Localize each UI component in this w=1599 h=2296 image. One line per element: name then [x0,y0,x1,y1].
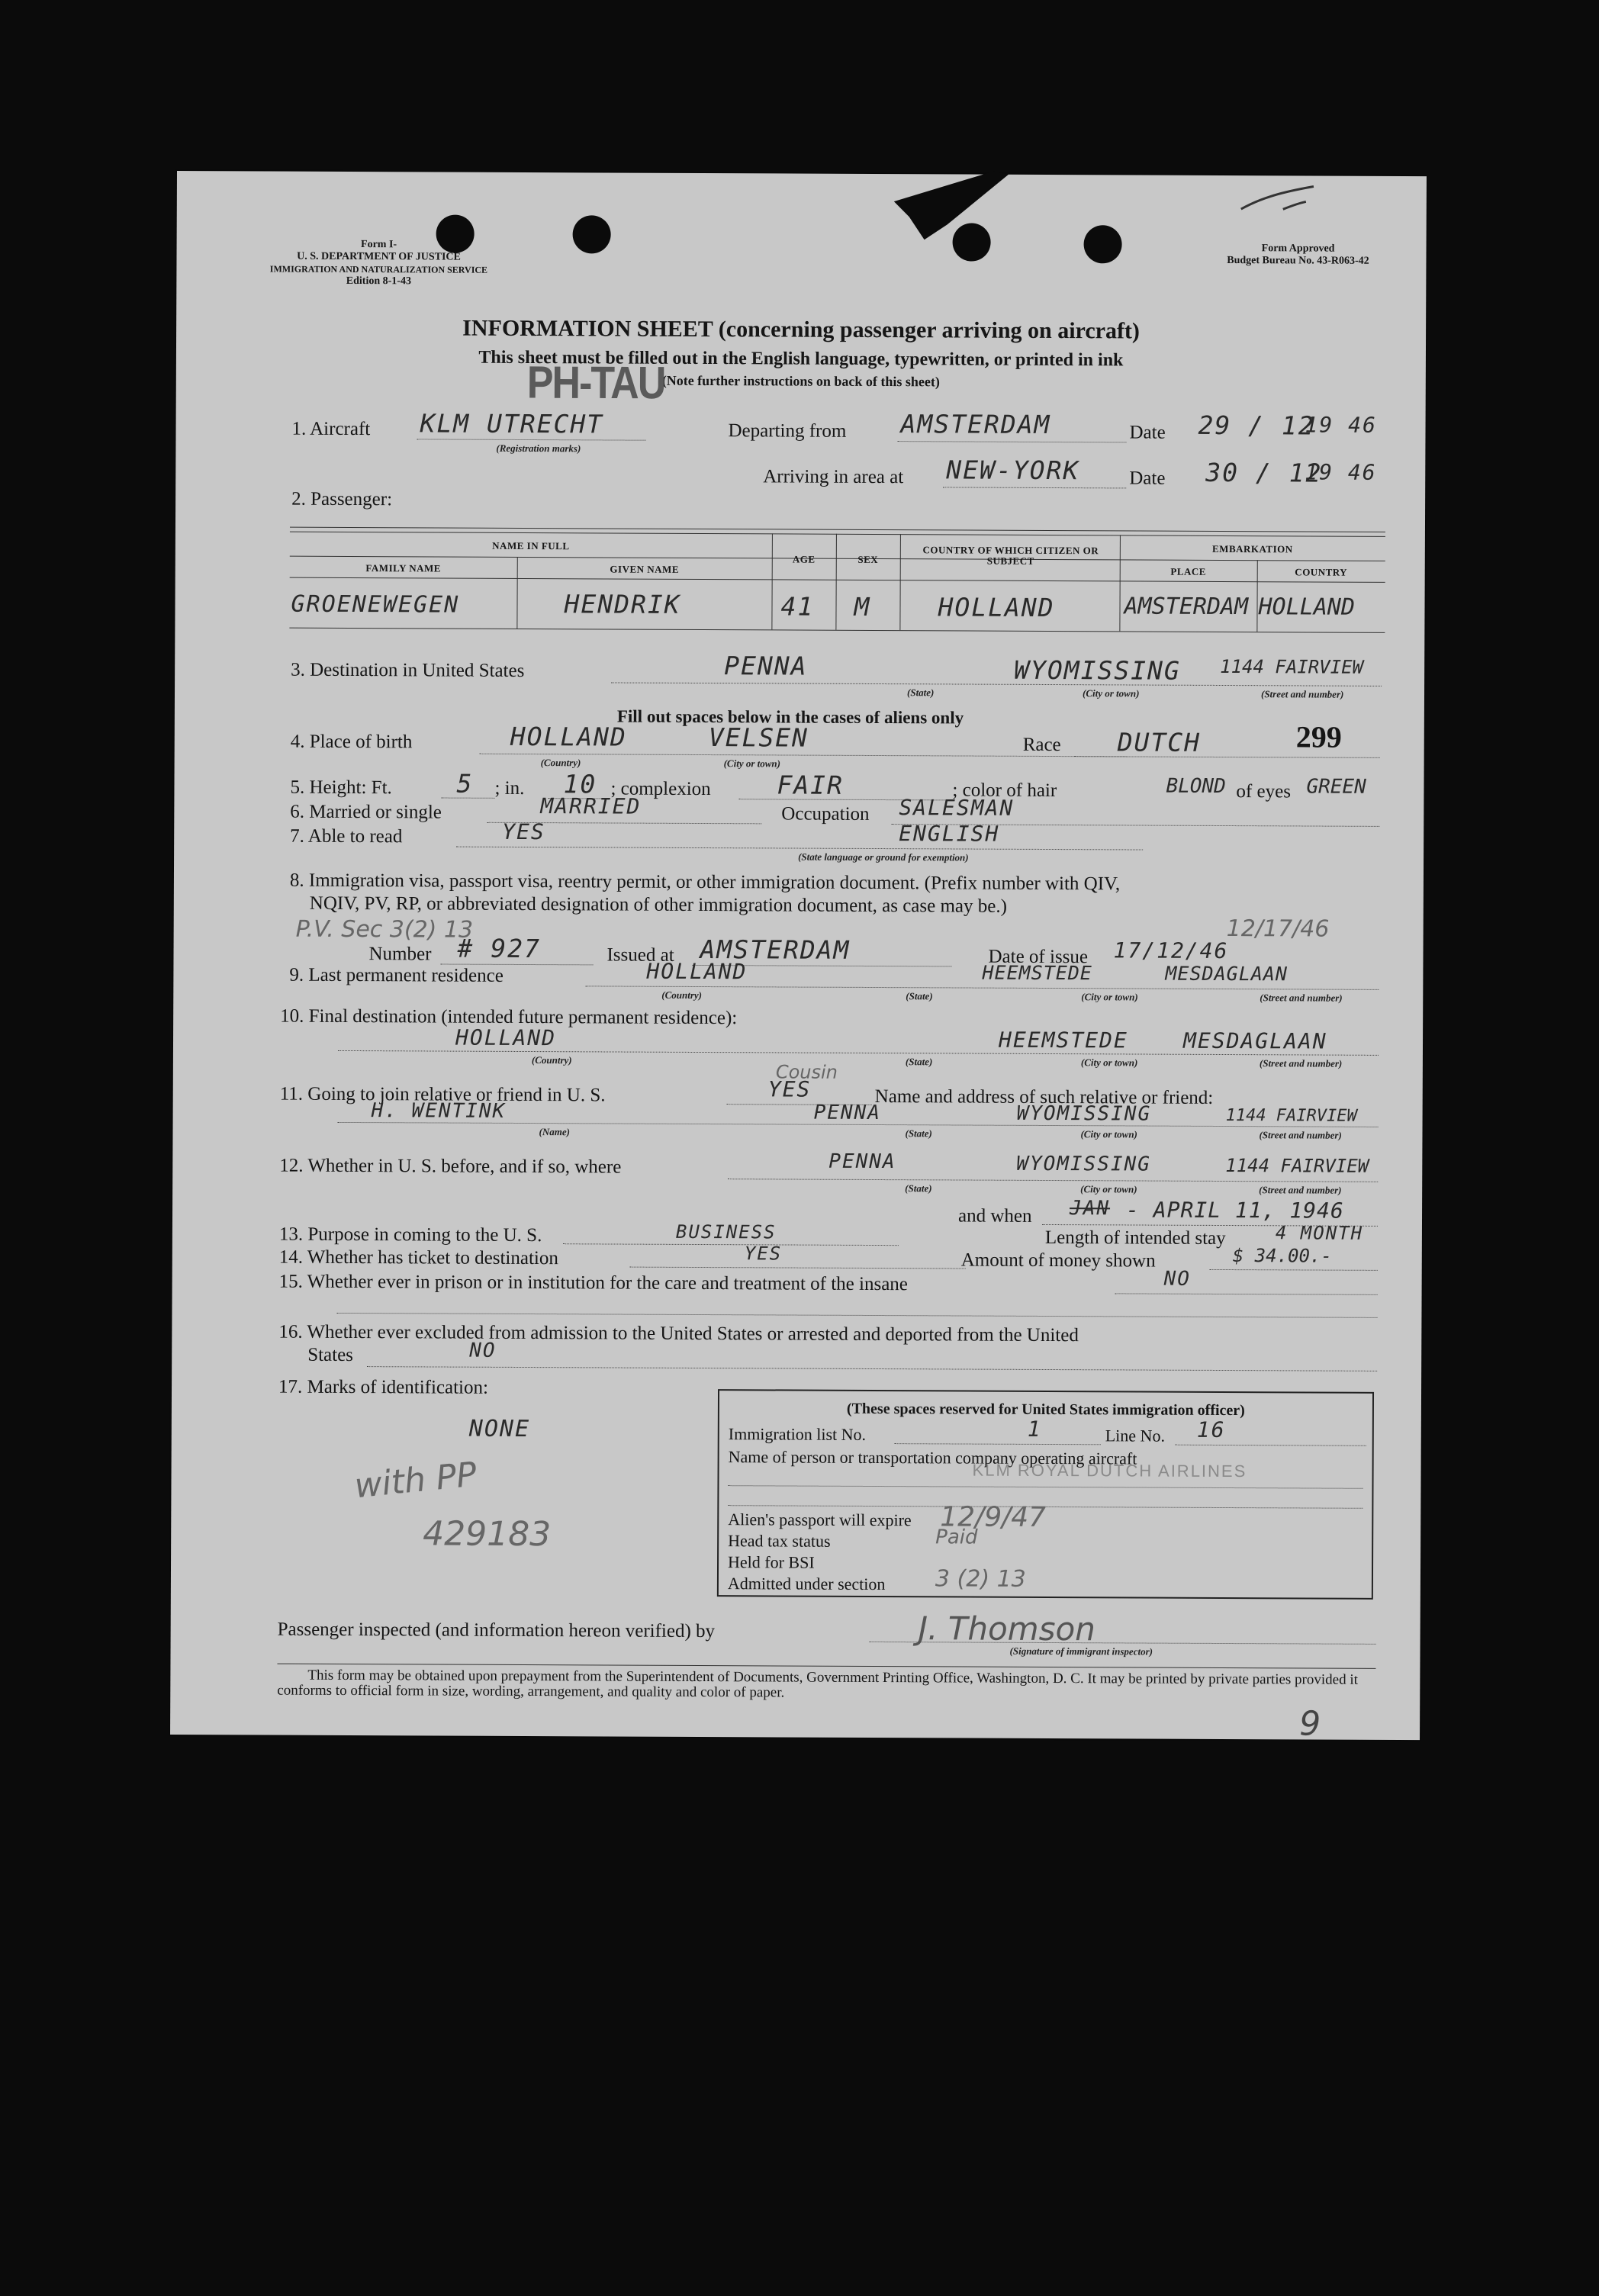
caption-street: (Street and number) [1259,1129,1342,1141]
residence-label: 9. Last permanent residence [289,964,504,986]
excluded-label-line1: 16. Whether ever excluded from admission to the United States or arrested and deported from the United [278,1321,1079,1346]
race-label: Race [1022,734,1061,756]
height-in-label: ; in. [494,777,525,799]
caption-country: (Country) [661,989,703,1002]
cell-family-name: GROENEWEGEN [291,590,460,619]
stay-value: 4 MONTH [1275,1222,1364,1244]
caption-street: (Street and number) [1259,1057,1343,1069]
caption-city: (City or town) [1080,1056,1138,1069]
when-value: - APRIL 11, 1946 [1125,1197,1344,1224]
caption-city: (City or town) [1080,1183,1137,1195]
depart-year: 19 46 [1305,412,1377,438]
destination-label: 3. Destination in United States [291,659,525,681]
eyes-value: GREEN [1306,775,1366,799]
aircraft-value: KLM UTRECHT [420,408,604,439]
service-name: IMMIGRATION AND NATURALIZATION SERVICE [269,263,488,275]
arrive-year: 19 46 [1305,459,1377,485]
caption-street: (Street and number) [1260,992,1343,1004]
punch-hole [573,215,611,253]
caption-state: (State) [905,1127,932,1140]
prison-label: 15. Whether ever in prison or in institution for the care and treatment of the insane [278,1271,908,1295]
aircraft-label: 1. Aircraft [291,418,371,440]
caption-city: (City or town) [1082,687,1140,699]
ticket-label: 14. Whether has ticket to destination [278,1246,558,1269]
arriving-value: NEW-YORK [946,455,1080,486]
signature-caption: (Signature of immigrant inspector) [1009,1645,1153,1658]
inspected-label: Passenger inspected (and information hereon verified) by [277,1619,716,1642]
hair-label: ; color of hair [952,780,1057,802]
join-name: H. WENTINK [371,1099,507,1123]
marks-pencil-1: with PP [352,1455,479,1507]
stay-label: Length of intended stay [1044,1227,1226,1249]
when-label: and when [957,1205,1032,1227]
passport-value: 12/9/47 [940,1501,1047,1533]
destination-city: WYOMISSING [1014,654,1181,686]
line-label: Line No. [1105,1426,1166,1445]
join-state: PENNA [813,1101,881,1125]
read-value: YES [502,818,545,845]
budget-number: Budget Bureau No. 43-R063-42 [1227,255,1369,267]
page-number: 9 [1299,1704,1321,1744]
ticket-value: YES [744,1243,783,1265]
tax-value: Paid [935,1526,978,1549]
header-embarkation: EMBARKATION [1211,542,1293,555]
money-value: $ 34.00.- [1232,1245,1332,1267]
complexion-label: ; complexion [610,778,711,800]
header-age: AGE [792,553,816,565]
visa-label-line1: 8. Immigration visa, passport visa, reentry permit, or other immigration document. (Prefix number with QIV, [289,870,1121,895]
cell-sex: M [854,591,871,622]
purpose-value: BUSINESS [675,1220,777,1243]
torn-corner [894,171,1009,240]
occupation-label: Occupation [781,803,870,825]
marks-label: 17. Marks of identification: [278,1376,489,1398]
caption-city: (City or town) [723,757,781,770]
issued-value: AMSTERDAM [700,934,851,965]
join-city: WYOMISSING [1016,1101,1152,1126]
edition: Edition 8-1-43 [346,275,411,288]
visa-pencil-note: P.V. Sec 3(2) 13 [295,915,474,944]
join-street: 1144 FAIRVIEW [1225,1106,1357,1126]
marks-pencil-2: 429183 [423,1514,552,1555]
race-value: DUTCH [1117,727,1202,757]
page-subtitle: This sheet must be filled out in the English language, typewritten, or printed in ink [478,347,1124,371]
before-label: 12. Whether in U. S. before, and if so, where [279,1155,622,1178]
department-name: U. S. DEPARTMENT OF JUSTICE [297,250,461,263]
admitted-label: Admitted under section [727,1574,886,1594]
form-sheet [170,171,1427,1744]
header-given-name: GIVEN NAME [610,563,680,575]
arrive-date-label: Date [1129,468,1166,489]
residence-country: HOLLAND [646,958,748,985]
caption-state: (State) [905,1182,932,1195]
form-header-right [1176,243,1420,268]
form-header-left [253,238,504,288]
married-label: 6. Married or single [290,801,442,823]
cell-age: 41 [780,591,815,622]
when-struck: JAN [1070,1197,1111,1220]
pen-scribble [1237,183,1321,214]
height-ft: 5 [456,768,474,799]
prison-value: NO [1163,1267,1192,1291]
read-language: ENGLISH [899,821,1000,847]
birth-label: 4. Place of birth [290,731,413,753]
caption-name: (Name) [539,1126,570,1138]
visa-number: # 927 [457,933,541,964]
final-street: MESDAGLAAN [1182,1027,1327,1054]
caption-street: (Street and number) [1259,1184,1342,1196]
hair-value: BLOND [1166,774,1226,799]
company-faded: KLM ROYAL DUTCH AIRLINES [972,1460,1247,1481]
birth-country: HOLLAND [510,721,627,752]
date-issue: 17/12/46 [1113,937,1229,964]
marks-value: NONE [468,1415,531,1443]
caption-state: (State) [905,1056,933,1068]
destination-street: 1144 FAIRVIEW [1220,655,1364,678]
page-note: (Note further instructions on back of this sheet) [661,372,940,390]
before-state: PENNA [828,1150,896,1174]
final-label: 10. Final destination (intended future permanent residence): [280,1005,738,1029]
final-country: HOLLAND [455,1024,557,1051]
bsi-label: Held for BSI [727,1552,815,1572]
eyes-label: of eyes [1236,781,1292,802]
residence-street: MESDAGLAAN [1165,962,1288,986]
officer-box-title: (These spaces reserved for United States immigration officer) [846,1400,1245,1420]
line-value: 16 [1196,1417,1226,1443]
arriving-label: Arriving in area at [763,466,904,488]
issued-label: Issued at [606,944,674,966]
header-sex: SEX [857,553,879,566]
visa-number-label: Number [368,944,432,965]
read-label: 7. Able to read [290,825,403,847]
date-issue-label: Date of issue [988,946,1089,968]
caption-state: (State) [906,687,935,699]
join-label: 11. Going to join relative or friend in U. S. [279,1083,606,1106]
married-value: MARRIED [540,793,642,819]
punch-hole [1083,225,1121,263]
depart-date-label: Date [1129,422,1166,443]
arrive-date: 30 / 12 [1205,457,1323,488]
language-caption: (State language or ground for exemption) [798,851,969,863]
purpose-label: 13. Purpose in coming to the U. S. [278,1224,542,1246]
footer-text: This form may be obtained upon prepayment from the Superintendent of Documents, Government Printing Office, Washington, D. C. It may be printed by private parties provided it conforms to official form in size, wording, arrangement, and quality and color of paper. [277,1667,1358,1701]
caption-state: (State) [906,990,933,1002]
header-place: PLACE [1170,565,1207,577]
cell-given-name: HENDRIK [564,589,681,619]
registration-caption: (Registration marks) [496,442,581,455]
cell-citizenship: HOLLAND [938,592,1055,623]
departing-value: AMSTERDAM [900,409,1051,440]
form-approved: Form Approved [1261,243,1335,255]
height-in: 10 [563,769,597,799]
header-embark-country: COUNTRY [1295,566,1348,578]
depart-date: 29 / 12 [1198,410,1315,441]
birth-city: VELSEN [708,722,809,753]
form-number: Form I- [361,239,397,251]
departing-label: Departing from [728,420,847,442]
complexion-value: FAIR [777,770,845,800]
header-citizenship: COUNTRY OF WHICH CITIZEN OR SUBJECT [922,544,1099,567]
cell-place: AMSTERDAM [1124,593,1249,621]
header-name-in-full: NAME IN FULL [492,539,570,552]
caption-country: (Country) [531,1054,572,1066]
before-street: 1144 FAIRVIEW [1225,1155,1369,1177]
occupation-value: SALESMAN [899,795,1015,821]
visa-label-line2: NQIV, PV, RP, or abbreviated designation of other immigration document, as case may be.) [309,892,1008,917]
list-value: 1 [1027,1416,1042,1442]
tax-label: Head tax status [728,1531,831,1551]
residence-city: HEEMSTEDE [982,961,1092,985]
race-code: 299 [1295,719,1342,754]
registration-stamp: PH-TAU [526,357,665,410]
aliens-note: Fill out spaces below in the cases of aliens only [616,706,964,728]
caption-street: (Street and number) [1260,688,1344,700]
header-family-name: FAMILY NAME [365,562,442,574]
money-label: Amount of money shown [960,1249,1156,1272]
admitted-value: 3 (2) 13 [935,1565,1026,1593]
excluded-value: NO [469,1339,497,1362]
page-title: INFORMATION SHEET (concerning passenger arriving on aircraft) [462,315,1141,344]
destination-state: PENNA [724,651,808,681]
passport-label: Alien's passport will expire [728,1510,912,1530]
caption-city: (City or town) [1080,1128,1137,1140]
inspector-signature: J. Thomson [918,1609,1095,1648]
company-label: Name of person or transportation company operating aircraft [728,1447,1137,1468]
caption-country: (Country) [540,757,581,769]
officer-box [717,1389,1374,1600]
height-label: 5. Height: Ft. [290,777,392,799]
list-label: Immigration list No. [728,1424,867,1444]
passenger-label: 2. Passenger: [291,488,393,510]
cell-embark-country: HOLLAND [1258,593,1356,621]
final-city: HEEMSTEDE [998,1027,1128,1053]
visa-pencil-date: 12/17/46 [1226,915,1330,943]
join-value: YES [767,1076,812,1102]
before-city: WYOMISSING [1016,1152,1151,1176]
excluded-label-line2: States [307,1344,354,1366]
caption-city: (City or town) [1081,991,1138,1003]
join-name-label: Name and address of such relative or friend: [874,1086,1214,1108]
join-pencil: Cousin [775,1061,838,1083]
